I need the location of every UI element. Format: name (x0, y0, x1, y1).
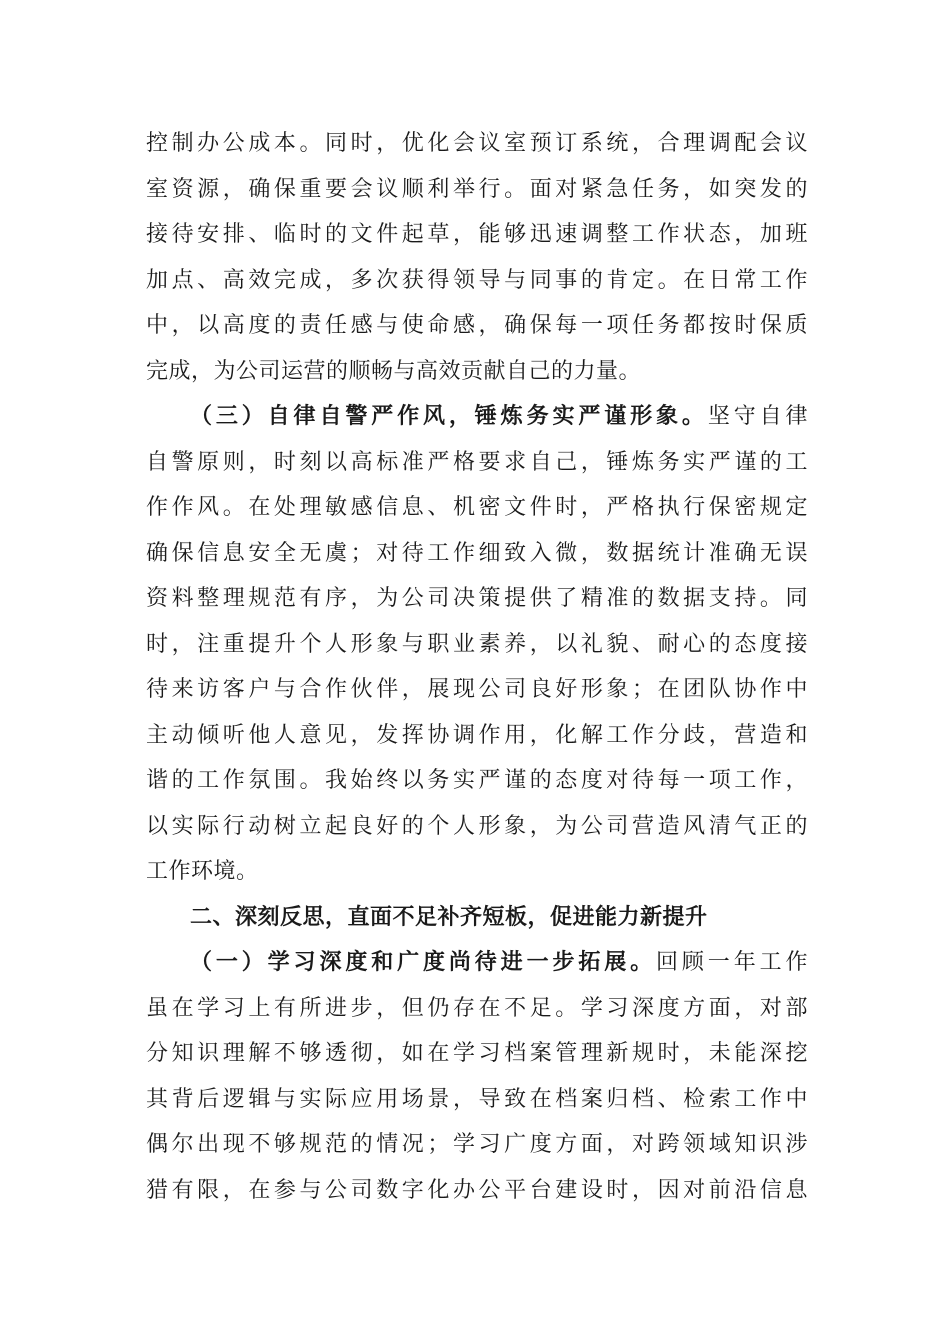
text-line: 控制办公成本。同时，优化会议室预订系统，合理调配会议 (146, 131, 808, 156)
text-line: 以实际行动树立起良好的个人形象，为公司营造风清气正的 (146, 813, 808, 839)
text-line (146, 940, 808, 986)
paragraph-heading: （三）自律自警严作风，锤炼务实严谨形象。 (190, 404, 708, 429)
paragraph-text: 坚守自律 (707, 404, 808, 429)
text-line: 偶尔出现不够规范的情况；学习广度方面，对跨领域知识涉 (146, 1132, 808, 1157)
text-line: 接待安排、临时的文件起草，能够迅速调整工作状态，加班 (146, 222, 808, 247)
text-line: 加点、高效完成，多次获得领导与同事的肯定。在日常工作 (146, 267, 808, 293)
text-line: 主动倾听他人意见，发挥协调作用，化解工作分歧，营造和 (146, 722, 808, 748)
text-line: 工作环境。 (146, 859, 259, 884)
section-heading: 二、深刻反思，直面不足补齐短板，促进能力新提升 (190, 904, 708, 930)
paragraph-text: 回顾一年工作 (656, 950, 808, 975)
text-line: 中，以高度的责任感与使命感，确保每一项任务都按时保质 (146, 313, 808, 338)
text-line: 作作风。在处理敏感信息、机密文件时，严格执行保密规定 (146, 495, 808, 520)
text-line: 待来访客户与合作伙伴，展现公司良好形象；在团队协作中 (146, 677, 808, 702)
document-body (146, 121, 808, 1213)
text-line: 完成，为公司运营的顺畅与高效贡献自己的力量。 (146, 358, 642, 384)
text-line: 时，注重提升个人形象与职业素养，以礼貌、耐心的态度接 (146, 631, 808, 657)
paragraph-2 (146, 394, 808, 895)
paragraph-3 (146, 940, 808, 1213)
text-line: 确保信息安全无虞；对待工作细致入微，数据统计准确无误 (146, 540, 808, 566)
text-line: 资料整理规范有序，为公司决策提供了精准的数据支持。同 (146, 586, 808, 611)
paragraph-1 (146, 121, 808, 394)
text-line: 猎有限，在参与公司数字化办公平台建设时，因对前沿信息 (146, 1177, 808, 1203)
text-line: 分知识理解不够透彻，如在学习档案管理新规时，未能深挖 (146, 1041, 808, 1066)
paragraph-heading: （一）学习深度和广度尚待进一步拓展。 (190, 950, 657, 975)
text-line: 室资源，确保重要会议顺利举行。面对紧急任务，如突发的 (146, 176, 808, 202)
text-line (146, 394, 808, 440)
text-line: 其背后逻辑与实际应用场景，导致在档案归档、检索工作中 (146, 1086, 808, 1112)
text-line: 谐的工作氛围。我始终以务实严谨的态度对待每一项工作， (146, 768, 808, 793)
text-line: 自警原则，时刻以高标准严格要求自己，锤炼务实严谨的工 (146, 449, 808, 475)
text-line: 虽在学习上有所进步，但仍存在不足。学习深度方面，对部 (146, 995, 808, 1021)
